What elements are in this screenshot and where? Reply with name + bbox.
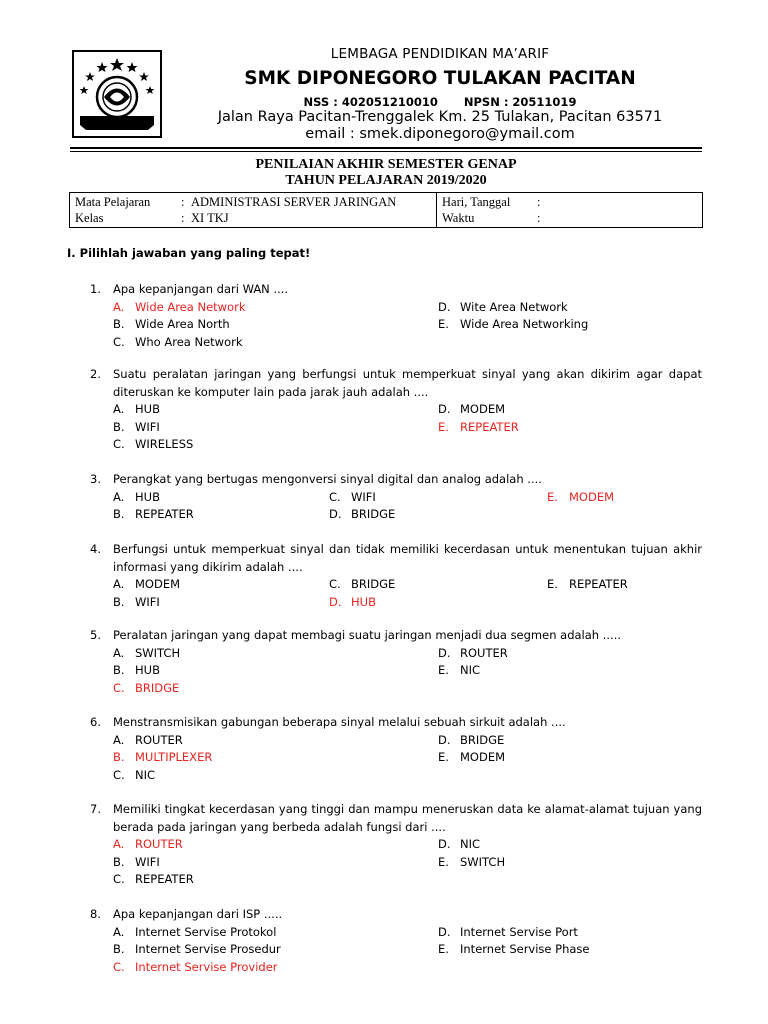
option-letter: A.: [113, 402, 125, 416]
option-text: REPEATER: [135, 872, 194, 886]
option-text: MODEM: [460, 402, 506, 416]
option-letter: C.: [113, 959, 125, 974]
question-text: Berfungsi untuk memperkuat sinyal dan tidak memiliki kecerdasan untuk menentukan tujuan akhir informasi yang dikirim adalah ....: [113, 542, 702, 574]
class-value: XI TKJ: [191, 211, 229, 225]
answer-options: [113, 299, 702, 352]
question-item: [90, 906, 702, 976]
option-letter: A.: [113, 924, 125, 939]
school-email: email : smek.diponegoro@ymail.com: [305, 126, 575, 142]
option-text: WIRELESS: [135, 437, 194, 451]
option-letter: E.: [438, 854, 449, 869]
answer-option: [438, 941, 589, 959]
question-text: Menstransmisikan gabungan beberapa sinyal melalui sebuah sirkuit adalah ....: [113, 715, 566, 729]
question-text: Memiliki tingkat kecerdasan yang tinggi dan mampu meneruskan data ke alamat-alamat tujuan yang berada pada jaringan yang berbeda adalah fungsi dari ....: [113, 802, 702, 834]
option-letter: C.: [113, 437, 125, 451]
question-text: Perangkat yang bertugas mengonversi sinyal digital dan analog adalah ....: [113, 472, 542, 486]
option-text: Wide Area North: [135, 317, 230, 331]
option-text: MODEM: [460, 750, 506, 764]
question-item: [90, 366, 702, 454]
answer-option-correct: [329, 594, 376, 612]
answer-option: [329, 489, 376, 507]
option-letter: B.: [113, 507, 125, 521]
option-letter: B.: [113, 594, 125, 609]
option-letter: D.: [438, 299, 451, 314]
option-letter: A.: [113, 837, 125, 851]
option-letter: A.: [113, 645, 125, 660]
nss-number: NSS : 402051210010: [303, 95, 438, 109]
question-item: [90, 471, 702, 524]
option-letter: B.: [113, 419, 125, 434]
option-letter: E.: [547, 577, 558, 591]
answer-option: [113, 576, 180, 594]
answer-option: [113, 767, 155, 785]
school-logo-icon: [72, 50, 162, 138]
date-label: Hari, Tanggal: [442, 195, 511, 209]
option-text: HUB: [351, 594, 376, 609]
option-text: NIC: [460, 663, 481, 677]
option-letter: D.: [438, 924, 451, 939]
option-letter: D.: [438, 732, 451, 747]
answer-options: [113, 732, 702, 785]
option-letter: E.: [438, 663, 449, 677]
option-text: Wide Area Networking: [460, 317, 589, 331]
option-letter: C.: [113, 767, 125, 782]
question-item: [90, 801, 702, 889]
answer-option-correct: [113, 680, 179, 698]
answer-option: [113, 662, 160, 680]
answer-options: [113, 645, 702, 698]
answer-option-correct: [438, 419, 519, 437]
option-letter: C.: [113, 872, 125, 886]
option-letter: C.: [113, 680, 125, 695]
exam-title: [70, 157, 702, 189]
answer-option: [113, 594, 160, 612]
answer-option: [113, 334, 243, 352]
answer-option: [438, 854, 505, 872]
question-text: Apa kepanjangan dari WAN ....: [113, 282, 289, 296]
exam-info-table: [69, 192, 703, 228]
option-letter: E.: [438, 750, 449, 764]
subject-colon: :: [181, 195, 185, 209]
question-text: Apa kepanjangan dari ISP .....: [113, 907, 283, 921]
question-number: 1.: [90, 282, 101, 296]
option-text: WIFI: [135, 854, 160, 869]
answer-option: [438, 401, 505, 419]
option-text: BRIDGE: [351, 507, 396, 521]
option-letter: A.: [113, 577, 125, 591]
option-text: NIC: [460, 837, 481, 851]
question-item: [90, 627, 702, 697]
answer-option: [547, 576, 628, 594]
option-letter: E.: [438, 419, 449, 434]
question-number: 4.: [90, 542, 101, 556]
answer-option: [438, 316, 588, 334]
option-text: MULTIPLEXER: [135, 750, 213, 764]
exam-title-line1: PENILAIAN AKHIR SEMESTER GENAP: [255, 157, 517, 172]
answer-option: [113, 401, 160, 419]
answer-option: [329, 576, 395, 594]
school-ids: [180, 95, 700, 109]
answer-option: [113, 941, 281, 959]
answer-options: [113, 489, 702, 524]
option-text: REPEATER: [569, 577, 628, 591]
header-divider-thin: [70, 151, 702, 152]
answer-option-correct: [113, 836, 183, 854]
option-text: ROUTER: [135, 732, 183, 747]
option-text: Wite Area Network: [460, 299, 568, 314]
option-letter: B.: [113, 854, 125, 869]
answer-option: [113, 506, 194, 524]
question-item: [90, 281, 702, 351]
answer-options: [113, 836, 702, 889]
option-text: WIFI: [135, 419, 160, 434]
answer-option: [438, 749, 505, 767]
option-text: Who Area Network: [135, 334, 243, 349]
answer-option: [438, 836, 480, 854]
question-number: 5.: [90, 628, 101, 642]
header-divider: [70, 147, 702, 149]
answer-option: [113, 419, 160, 437]
option-text: MODEM: [569, 489, 615, 504]
option-text: NIC: [135, 767, 156, 782]
option-text: WIFI: [135, 594, 160, 609]
option-text: HUB: [135, 402, 160, 416]
option-letter: D.: [329, 594, 342, 609]
option-letter: B.: [113, 663, 125, 677]
answer-option: [438, 924, 578, 942]
answer-option: [113, 854, 160, 872]
option-letter: B.: [113, 317, 125, 331]
option-text: Internet Servise Port: [460, 924, 578, 939]
option-letter: A.: [113, 489, 125, 504]
answer-options: [113, 924, 702, 977]
option-letter: E.: [547, 489, 558, 504]
option-text: WIFI: [351, 489, 376, 504]
option-text: ROUTER: [135, 837, 183, 851]
question-item: [90, 714, 702, 784]
option-letter: D.: [438, 402, 451, 416]
time-label: Waktu: [442, 211, 475, 225]
class-label: Kelas: [75, 211, 104, 225]
question-number: 7.: [90, 802, 101, 816]
option-text: HUB: [135, 489, 160, 504]
option-letter: D.: [438, 837, 451, 851]
school-name: SMK DIPONEGORO TULAKAN PACITAN: [244, 68, 636, 89]
option-text: REPEATER: [460, 419, 519, 434]
answer-option: [438, 732, 504, 750]
answer-option: [113, 316, 230, 334]
option-letter: C.: [329, 489, 341, 504]
option-text: MODEM: [135, 577, 181, 591]
answer-option: [113, 924, 276, 942]
class-colon: :: [181, 211, 185, 225]
answer-option: [438, 662, 480, 680]
answer-option: [113, 489, 160, 507]
option-text: SWITCH: [460, 854, 506, 869]
question-number: 2.: [90, 367, 101, 381]
info-table-divider: [436, 193, 437, 227]
question-number: 3.: [90, 472, 101, 486]
option-letter: D.: [438, 645, 451, 660]
answer-option-correct: [547, 489, 614, 507]
answer-option: [113, 871, 194, 889]
answer-option-correct: [113, 749, 212, 767]
option-text: REPEATER: [135, 507, 194, 521]
option-letter: B.: [113, 942, 125, 956]
option-letter: E.: [438, 942, 449, 956]
option-letter: A.: [113, 299, 125, 314]
subject-label: Mata Pelajaran: [75, 195, 151, 209]
option-letter: C.: [329, 577, 341, 591]
option-letter: C.: [113, 334, 125, 349]
subject-value: ADMINISTRASI SERVER JARINGAN: [191, 195, 397, 209]
option-letter: B.: [113, 750, 125, 764]
date-colon: :: [537, 195, 541, 209]
question-number: 8.: [90, 907, 101, 921]
option-text: ROUTER: [460, 645, 508, 660]
option-letter: D.: [329, 507, 342, 521]
option-text: Internet Servise Phase: [460, 942, 590, 956]
answer-option: [113, 732, 183, 750]
option-text: BRIDGE: [351, 577, 396, 591]
option-text: Internet Servise Provider: [135, 959, 278, 974]
option-text: HUB: [135, 663, 160, 677]
question-text: Peralatan jaringan yang dapat membagi suatu jaringan menjadi dua segmen adalah .....: [113, 628, 622, 642]
answer-options: [113, 576, 702, 611]
answer-options: [113, 401, 702, 454]
answer-option: [113, 436, 193, 454]
answer-option-correct: [113, 959, 278, 977]
organization-name: LEMBAGA PENDIDIKAN MA’ARIF: [330, 46, 550, 62]
school-address: Jalan Raya Pacitan-Trenggalek Km. 25 Tulakan, Pacitan 63571: [217, 109, 663, 125]
exam-title-line2: TAHUN PELAJARAN 2019/2020: [285, 173, 487, 188]
answer-option-correct: [113, 299, 245, 317]
answer-option: [329, 506, 395, 524]
option-text: Wide Area Network: [135, 299, 246, 314]
option-letter: A.: [113, 732, 125, 747]
option-text: Internet Servise Prosedur: [135, 942, 281, 956]
answer-option: [113, 645, 180, 663]
question-item: [90, 541, 702, 611]
option-text: Internet Servise Protokol: [135, 924, 277, 939]
time-colon: :: [537, 211, 541, 225]
option-text: SWITCH: [135, 645, 181, 660]
option-letter: E.: [438, 317, 449, 331]
answer-option: [438, 299, 568, 317]
question-text: Suatu peralatan jaringan yang berfungsi untuk memperkuat sinyal yang akan dikirim agar dapat diteruskan ke komputer lain pada jarak jauh adalah ....: [113, 367, 702, 399]
section-heading: I. Pilihlah jawaban yang paling tepat!: [67, 246, 311, 260]
answer-option: [438, 645, 508, 663]
npsn-number: NPSN : 20511019: [463, 95, 577, 109]
option-text: BRIDGE: [460, 732, 505, 747]
option-text: BRIDGE: [135, 680, 180, 695]
question-number: 6.: [90, 715, 101, 729]
